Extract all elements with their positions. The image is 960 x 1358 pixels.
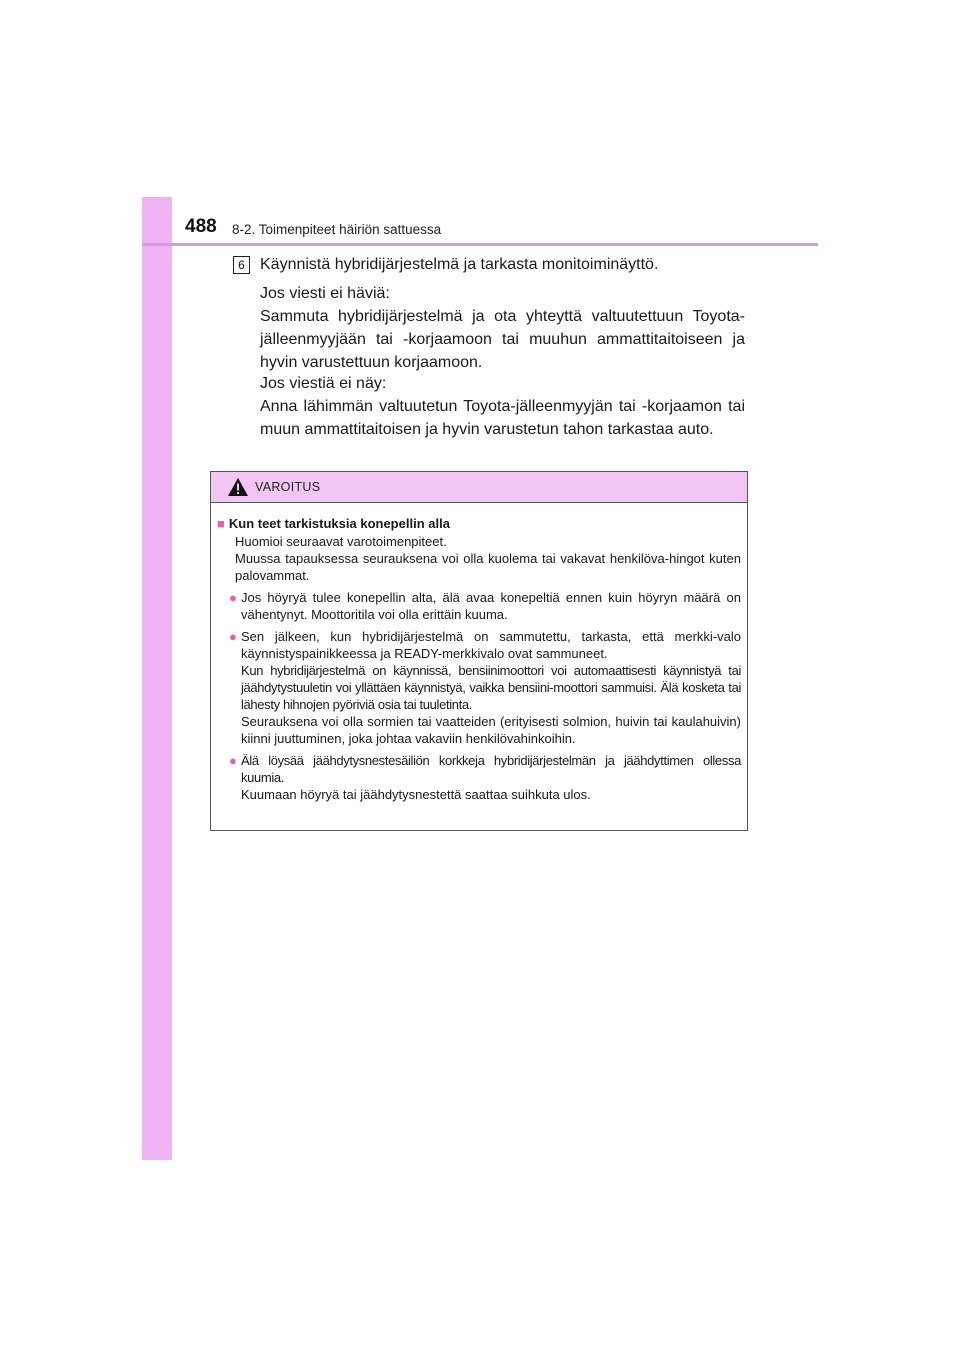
warning-item xyxy=(229,628,741,747)
step-case-no-message: Jos viestiä ei näy: Anna lähimmän valtuutetun Toyota-jälleenmyyjän tai -korjaamon tai muun ammattitaitoisen ja hyvin varustetun tahon tarkastaa auto. xyxy=(260,375,745,438)
warning-heading xyxy=(217,516,741,531)
step-text: Käynnistä hybridijärjestelmä ja tarkasta monitoiminäyttö. xyxy=(260,256,659,273)
warning-item xyxy=(229,752,741,803)
warning-item-extra: Kuumaan höyryä tai jäähdytysnestettä saattaa suihkuta ulos. xyxy=(241,787,591,802)
dot-bullet-icon: ● xyxy=(229,753,237,768)
dot-bullet-icon: ● xyxy=(229,629,237,644)
warning-item-extra: Seurauksena voi olla sormien tai vaatteiden (erityisesti solmion, huivin tai kaulahuivin) kiinni juuttuminen, joka johtaa vakaviin henkilövahinkoihin. xyxy=(241,714,741,746)
section-title: 8-2. Toimenpiteet häiriön sattuessa xyxy=(232,222,442,237)
square-bullet-icon: ■ xyxy=(217,516,225,531)
warning-box xyxy=(210,471,748,831)
dot-bullet-icon: ● xyxy=(229,590,237,605)
page-number: 488 xyxy=(185,216,217,237)
warning-intro: Huomioi seuraavat varotoimenpiteet. Muussa tapauksessa seurauksena voi olla kuolema tai vakavat henkilöva-hingot kuten palovammat. xyxy=(235,534,741,583)
warning-item xyxy=(229,589,741,623)
warning-title: VAROITUS xyxy=(255,480,321,494)
warning-heading-text: Kun teet tarkistuksia konepellin alla xyxy=(228,516,450,531)
warning-header xyxy=(211,472,747,503)
warning-item-text: Älä löysää jäähdytysnestesäiliön korkkeja hybridijärjestelmän ja jäähdyttimen ollessa kuumia. xyxy=(241,753,741,785)
chapter-side-strip xyxy=(142,197,172,1160)
warning-item-text: Sen jälkeen, kun hybridijärjestelmä on sammutettu, tarkasta, että merkki-valo käynnistyspainikkeessa ja READY-merkkivalo ovat sammuneet. xyxy=(241,629,741,661)
warning-item-extra: Kun hybridijärjestelmä on käynnissä, bensiinimoottori voi automaattisesti käynnistyä tai jäähdytystuuletin voi yllättäen käynnistyä, vaikka bensiini-moottori sammuisi. Älä kosketa tai lähesty hihnojen pyöriviä osia tai tuuletinta. xyxy=(241,663,741,712)
step-case-message-remains: Jos viesti ei häviä: Sammuta hybridijärjestelmä ja ota yhteyttä valtuutettuun Toyota-jälleenmyyjään tai -korjaamoon tai muuhun ammattitaitoiseen ja hyvin varustettuun korjaamoon. xyxy=(260,285,745,371)
header-rule xyxy=(142,243,818,246)
warning-triangle-icon xyxy=(227,477,249,497)
warning-item-text: Jos höyryä tulee konepellin alta, älä avaa konepeltiä ennen kuin höyryn määrä on vähentynyt. Moottoritila voi olla erittäin kuuma. xyxy=(241,590,741,622)
warning-content xyxy=(211,503,747,803)
step-number: 6 xyxy=(233,256,250,274)
